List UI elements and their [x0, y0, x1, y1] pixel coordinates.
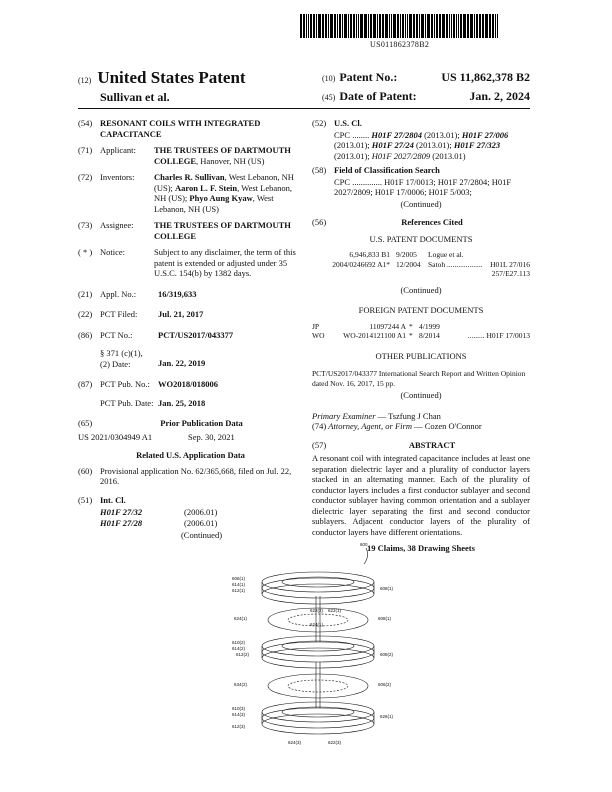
field-87: (87) PCT Pub. No.: WO2018/018006 [78, 379, 218, 389]
barcode-bar [318, 14, 321, 38]
abstract-text: A resonant coil with integrated capacitance includes at least one separation dielectric layer and a plurality of conductor layers stacked in an alternating manner. Each of the plurality of conductor layers includes a first conductor sublayer and second conductor sublayer having common orientation and a sublayer dielectric layer separating the first and second conductor sublayers. Adjacent conductor layers of the plurality of conductor layers have different orientations. [312, 453, 530, 537]
barcode-bar [446, 14, 448, 38]
barcode-bar [413, 14, 415, 38]
field-51: (51) Int. Cl. [78, 494, 126, 505]
field-60: (60) Provisional application No. 62/365,668, filed on Jul. 22, 2016. [78, 465, 292, 486]
field-52: (52) U.S. Cl. [312, 118, 362, 128]
svg-text:634(2): 634(2) [234, 682, 248, 687]
patent-number: US 11,862,378 B2 [441, 70, 530, 84]
field-notice: ( * ) Notice: Subject to any disclaimer, the term of this patent is extended or adjusted under 35 U.S.C. 154(b) by 1382 days. [78, 247, 296, 278]
barcode-bar [442, 14, 445, 38]
barcode-bar [373, 14, 376, 38]
svg-text:608(1): 608(1) [380, 586, 394, 591]
barcode-number: US011862378B2 [370, 40, 430, 49]
barcode-bar [377, 14, 378, 38]
barcode-bar [360, 14, 363, 38]
barcode-bar [328, 14, 329, 38]
field-71: (71) Applicant: THE TRUSTEES OF DARTMOUTH COLLEGE, Hanover, NH (US) [78, 145, 291, 166]
barcode [300, 14, 500, 38]
int-cl-rows: H01F 27/32 (2006.01) H01F 27/28 (2006.01) (Continued) [100, 507, 223, 540]
field-57: (57) ABSTRACT [312, 439, 456, 450]
other-pubs-text: PCT/US2017/043377 International Search Report and Written Opinion dated Nov. 16, 2017, 15 pp. [312, 369, 526, 388]
field-54: (54) RESONANT COILS WITH INTEGRATED CAPACITANCE [78, 118, 261, 139]
field-65: (65) Prior Publication Data [78, 418, 243, 428]
class-search: CPC .............. H01F 17/0013; H01F 27/2804; H01F 2027/2809; H01F 17/0006; H01F 5/003; [334, 176, 512, 197]
barcode-bar [467, 14, 469, 38]
barcode-bar [402, 14, 404, 38]
patent-header-left: (12) United States Patent Sullivan et al. [78, 68, 246, 104]
barcode-bar [337, 14, 338, 38]
barcode-bar [456, 14, 457, 38]
svg-text:624(3): 624(3) [288, 740, 302, 745]
barcode-bar [497, 14, 498, 38]
svg-text:622(1): 622(1) [328, 608, 342, 613]
barcode-bar [389, 14, 390, 38]
barcode-bar [358, 14, 359, 38]
barcode-bar [436, 14, 438, 38]
foreign-docs-heading: FOREIGN PATENT DOCUMENTS [358, 305, 484, 315]
field-86: (86) PCT No.: PCT/US2017/043377 [78, 329, 234, 340]
barcode-bar [356, 14, 357, 38]
barcode-bar [427, 14, 430, 38]
patent-title: United States Patent [97, 68, 246, 87]
svg-text:610(3): 610(3) [232, 706, 246, 711]
field-72: (72) Inventors: Charles R. Sullivan, West Lebanon, NH (US); Aaron L. F. Stein, West Lebanon, NH (US); Phyo Aung Kyaw, West Lebanon, NH (US) [78, 172, 294, 214]
barcode-bar [425, 14, 426, 38]
barcode-bar [451, 14, 452, 38]
barcode-bar [409, 14, 412, 38]
svg-text:608(1): 608(1) [378, 616, 392, 621]
svg-text:606(1): 606(1) [232, 576, 246, 581]
barcode-bar [431, 14, 433, 38]
us-cl-cpc: CPC ........ H01F 27/2804 (2013.01); H01F 27/006 (2013.01); H01F 27/24 (2013.01); H01F 27/323 (2013.01); H01F 2027/2809 (2013.01) [334, 129, 509, 161]
barcode-bar [460, 14, 462, 38]
barcode-bar [434, 14, 435, 38]
primary-examiner: Primary Examiner — Tszfung J Chan [312, 410, 441, 421]
barcode-bar [348, 14, 349, 38]
svg-text:612(2): 612(2) [236, 652, 250, 657]
field-21: (21) Appl. No.: 16/319,633 [78, 288, 197, 299]
svg-text:608(2): 608(2) [380, 652, 394, 657]
barcode-bar [303, 14, 305, 38]
barcode-bar [485, 14, 488, 38]
barcode-bar [370, 14, 372, 38]
barcode-bar [407, 14, 408, 38]
barcode-bar [334, 14, 336, 38]
patent-header-right: (10) Patent No.: US 11,862,378 B2 (45) Date of Patent: Jan. 2, 2024 [322, 70, 530, 103]
svg-text:606(2): 606(2) [378, 682, 392, 687]
barcode-bar [393, 14, 396, 38]
svg-text:626(1): 626(1) [380, 714, 394, 719]
representative-drawing [230, 538, 400, 750]
barcode-bar [310, 14, 312, 38]
field-56: (56) References Cited [312, 217, 463, 227]
barcode-bar [364, 14, 367, 38]
barcode-bar [350, 14, 352, 38]
field-73: (73) Assignee: THE TRUSTEES OF DARTMOUTH COLLEGE [78, 220, 291, 241]
svg-text:610(2): 610(2) [232, 640, 246, 645]
svg-text:622(3): 622(3) [328, 740, 342, 745]
barcode-bar [353, 14, 355, 38]
attorney: (74) Attorney, Agent, or Firm — Cozen O'Connor [312, 421, 482, 431]
barcode-bar [405, 14, 406, 38]
svg-text:612(3): 612(3) [232, 724, 246, 729]
barcode-bar [463, 14, 466, 38]
barcode-bar [379, 14, 381, 38]
barcode-bar [330, 14, 333, 38]
barcode-bar [479, 14, 481, 38]
field-58: (58) Field of Classification Search [312, 165, 440, 175]
left-column [78, 118, 303, 541]
barcode-bar [382, 14, 384, 38]
svg-text:614(2): 614(2) [232, 646, 246, 651]
us-patent-docs-heading: U.S. PATENT DOCUMENTS [369, 233, 473, 244]
barcode-bar [453, 14, 455, 38]
barcode-bar [470, 14, 473, 38]
barcode-bar [391, 14, 392, 38]
barcode-bar [325, 14, 327, 38]
barcode-bar [368, 14, 369, 38]
barcode-bar [322, 14, 324, 38]
barcode-bar [482, 14, 484, 38]
barcode-bar [344, 14, 347, 38]
svg-text:622(2): 622(2) [310, 608, 324, 613]
us-refs: 6,946,833 B1 9/2005 Logue et al. 2004/0246692 A1* 12/2004 Satoh ................... H01L 27/016 257/E27.113 [332, 250, 530, 278]
barcode-bar [449, 14, 450, 38]
barcode-bar [439, 14, 441, 38]
foreign-refs: JP 11097244 A * 4/1999 WO WO-2014121100 A1 * 8/2014 ......... H01F 17/0013 [312, 321, 530, 340]
header-divider [78, 108, 530, 109]
barcode-bar [476, 14, 478, 38]
svg-text:614(3): 614(3) [232, 712, 246, 717]
barcode-bar [495, 14, 496, 38]
right-column: (52) U.S. Cl. CPC ........ H01F 27/2804 (2013.01); H01F 27/006 (2013.01); H01F 27/24 (2013.01); H01F 27/323 (2013.01); H01F 2027/2809 (2013.01) (58) Field of Classification Search CPC .............. H01F 17/0013; H01F 27/2804; H01F 2027/2809; H01F 17/0006; H01F 5/003; (Continued) (56) References Cited U.S. PATENT DOCUMENTS 6,946,833 B1 9/2005 Logue et al. 2004/0246692 A1* 12/2004 Satoh ................... H01L 27/016 257/E27.113 (Continued) FOREIGN PATENT DOCUMENTS JP 11097244 A * 4/1999 WO WO-2014121100 A1 * 8/2014 ......... H01F 17/0013 OTHER PUBLICATIONS PCT/US2017/043377 International Search Report and Written Opinion dated Nov. 16, 2017, 15 pp. (Continued) Primary Examiner — Tszfung J Chan (74) Attorney, Agent, or Firm — Cozen O'Connor (57) ABSTRACT A resonant coil with integrated capacitance includes at least one separation dielectric layer and a plurality of conductor layers stacked in an alternating manner. Each of the plurality of conductor layers includes a first conductor sublayer and second conductor sublayer having common orientation and a sublayer dielectric layer separating the first and second conductor sublayers. Adjacent conductor layers of the plurality of conductor layers have different orientations. 19 Claims, 38 Drawing Sheets [312, 118, 530, 553]
barcode-bar [313, 14, 315, 38]
patent-date: Jan. 2, 2024 [469, 89, 530, 103]
svg-text:612(1): 612(1) [232, 588, 246, 593]
barcode-bar [300, 14, 302, 38]
barcode-bar [306, 14, 307, 38]
field-371: § 371 (c)(1), (2) Date: Jan. 22, 2019 [100, 348, 206, 369]
claims-summary: 19 Claims, 38 Drawing Sheets [367, 543, 475, 553]
barcode-bar [339, 14, 341, 38]
prior-publication: US 2021/0304949 A1 Sep. 30, 2021 [78, 431, 235, 442]
related-app-heading: Related U.S. Application Data [136, 450, 245, 460]
field-87b: PCT Pub. Date: Jan. 25, 2018 [100, 397, 206, 408]
barcode-bar [397, 14, 399, 38]
other-pubs-heading: OTHER PUBLICATIONS [375, 350, 467, 361]
barcode-bar [492, 14, 494, 38]
svg-text:614(1): 614(1) [232, 582, 246, 587]
svg-text:624(1): 624(1) [234, 616, 248, 621]
field-22: (22) PCT Filed: Jul. 21, 2017 [78, 309, 204, 319]
barcode-bar [342, 14, 343, 38]
barcode-bar [400, 14, 401, 38]
inventors-short: Sullivan et al. [100, 90, 170, 104]
barcode-bar [416, 14, 418, 38]
barcode-bar [421, 14, 424, 38]
svg-text:624(1): 624(1) [310, 622, 324, 627]
barcode-bar [474, 14, 475, 38]
barcode-bar [385, 14, 388, 38]
barcode-bar [316, 14, 317, 38]
figure-label: 600 [360, 542, 368, 547]
barcode-bar [308, 14, 309, 38]
barcode-bar [458, 14, 459, 38]
barcode-bar [419, 14, 420, 38]
barcode-bar [489, 14, 491, 38]
